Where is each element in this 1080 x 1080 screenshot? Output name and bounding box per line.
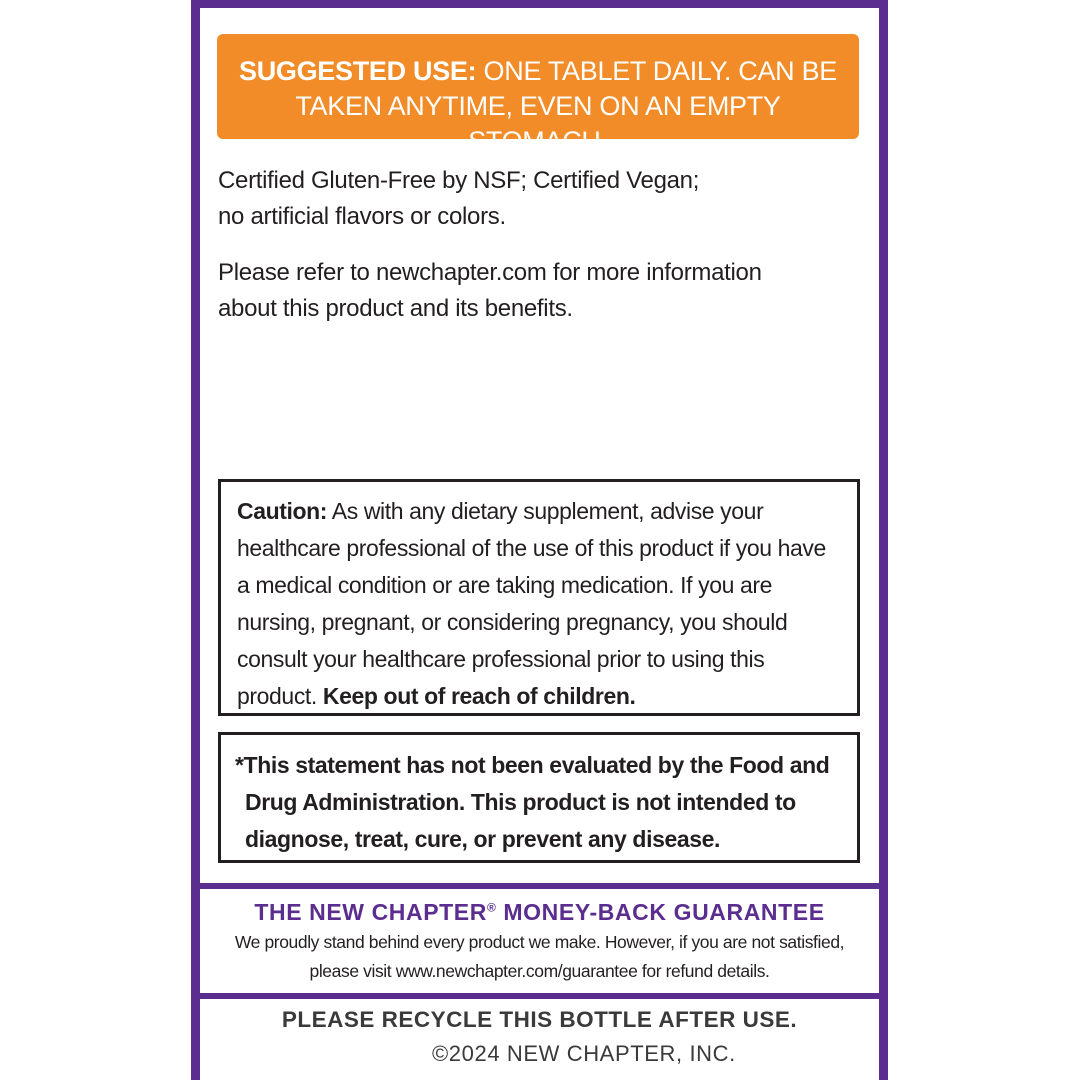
registered-mark: ® <box>486 900 497 915</box>
guarantee-title <box>200 898 879 926</box>
fda-disclaimer-box <box>218 732 860 863</box>
guarantee-title-brand: THE NEW CHAPTER <box>254 899 487 925</box>
more-info-line-1: Please refer to newchapter.com for more information <box>218 259 762 286</box>
fda-line-3: diagnose, treat, cure, or prevent any disease. <box>245 826 721 852</box>
caution-children-warning: Keep out of reach of children. <box>322 683 636 709</box>
certifications-line-2: no artificial flavors or colors. <box>218 203 506 230</box>
certifications-text <box>218 163 858 235</box>
caution-heading: Caution: <box>237 498 328 524</box>
copyright-notice: ©2024 NEW CHAPTER, INC. <box>432 1041 736 1066</box>
recycle-notice: PLEASE RECYCLE THIS BOTTLE AFTER USE. <box>281 1007 798 1032</box>
more-info-line-2: about this product and its benefits. <box>218 295 573 322</box>
guarantee-body-line-2: please visit www.newchapter.com/guarantee for refund details. <box>309 961 770 981</box>
suggested-use-text: ONE TABLET DAILY. CAN BE TAKEN ANYTIME, EVEN ON AN EMPTY STOMACH. <box>295 56 837 156</box>
caution-body: As with any dietary supplement, advise your healthcare professional of the use of this product if you have a medical condition or are taking medication. If you are nursing, pregnant, or considering pregnancy, you should consult your healthcare professional prior to using this product. <box>237 498 826 709</box>
guarantee-body <box>200 928 879 986</box>
suggested-use-heading: SUGGESTED USE: <box>239 56 477 86</box>
suggested-use-banner <box>217 34 859 156</box>
footer-section <box>200 999 879 1080</box>
guarantee-title-text: MONEY-BACK GUARANTEE <box>503 899 825 925</box>
guarantee-section <box>200 889 879 993</box>
fda-line-2: Drug Administration. This product is not intended to <box>245 789 796 815</box>
caution-box <box>218 479 860 716</box>
certifications-line-1: Certified Gluten-Free by NSF; Certified Vegan; <box>218 167 700 194</box>
fda-line-1: *This statement has not been evaluated by the Food and <box>235 752 830 778</box>
guarantee-body-line-1: We proudly stand behind every product we make. However, if you are not satisfied, <box>234 932 845 952</box>
more-info-text <box>218 255 858 327</box>
